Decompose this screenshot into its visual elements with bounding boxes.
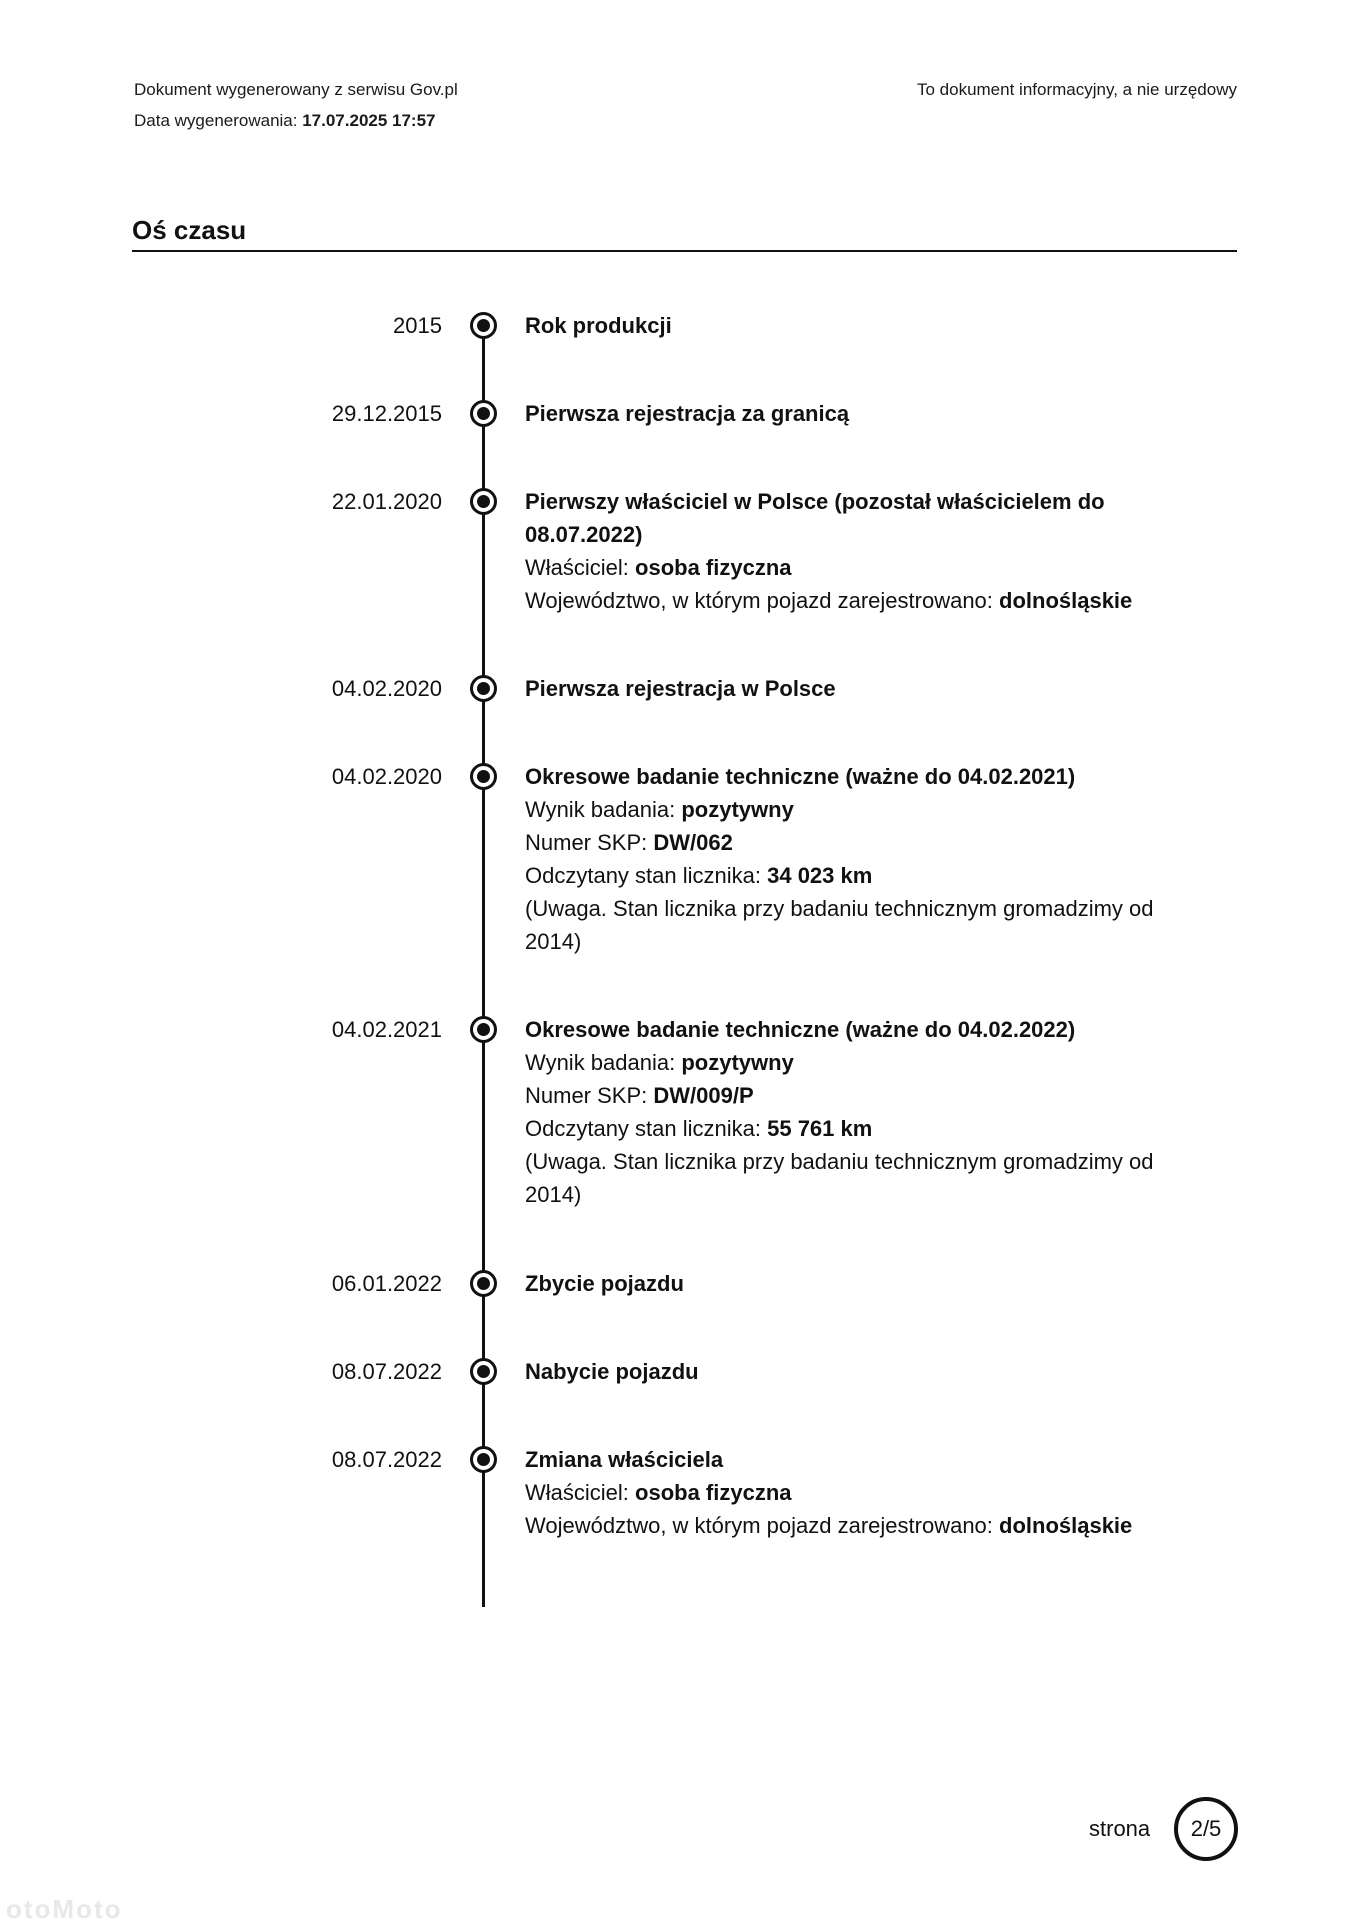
skp-value: DW/062 — [653, 830, 733, 855]
generated-from-text: Dokument wygenerowany z serwisu Gov.pl — [134, 80, 458, 99]
result-label: Wynik badania: — [525, 1050, 682, 1075]
event-title: Pierwsza rejestracja w Polsce — [525, 676, 836, 701]
page-number: 2/5 — [1190, 1816, 1222, 1841]
timeline-marker-icon — [470, 312, 497, 339]
odometer-value: 55 761 km — [767, 1116, 873, 1141]
event-title: Okresowe badanie techniczne (ważne do 04.02.2022) — [525, 1017, 1076, 1042]
timeline-marker-icon — [470, 1016, 497, 1043]
result-detail — [525, 793, 1185, 826]
odometer-label: Odczytany stan licznika: — [525, 863, 768, 888]
owner-label: Właściciel: — [525, 1480, 636, 1505]
section-title: Oś czasu — [132, 215, 247, 245]
page-label: strona — [1089, 1816, 1151, 1841]
voivodeship-detail — [525, 1509, 1185, 1542]
odometer-note: (Uwaga. Stan licznika przy badaniu technicznym gromadzimy od 2014) — [525, 896, 1154, 954]
skp-detail — [525, 826, 1185, 859]
event-body — [525, 309, 1185, 342]
odometer-value: 34 023 km — [767, 863, 873, 888]
event-body — [525, 1355, 1185, 1388]
odometer-label: Odczytany stan licznika: — [525, 1116, 768, 1141]
event-title: Pierwsza rejestracja za granicą — [525, 401, 850, 426]
event-body — [525, 397, 1185, 430]
event-date: 29.12.2015 — [331, 401, 442, 426]
voivodeship-value: dolnośląskie — [999, 1513, 1133, 1538]
event-title: Okresowe badanie techniczne (ważne do 04.02.2021) — [525, 764, 1076, 789]
voivodeship-label: Województwo, w którym pojazd zarejestrowano: — [525, 1513, 1000, 1538]
skp-label: Numer SKP: — [525, 830, 654, 855]
timeline-marker-icon — [470, 1270, 497, 1297]
voivodeship-value: dolnośląskie — [999, 588, 1133, 613]
event-date: 04.02.2020 — [331, 676, 442, 701]
odometer-note: (Uwaga. Stan licznika przy badaniu technicznym gromadzimy od 2014) — [525, 1149, 1154, 1207]
generation-date-value: 17.07.2025 17:57 — [302, 111, 436, 130]
event-body — [525, 672, 1185, 705]
skp-value: DW/009/P — [653, 1083, 754, 1108]
event-title: Zbycie pojazdu — [525, 1271, 684, 1296]
event-body — [525, 485, 1185, 617]
voivodeship-label: Województwo, w którym pojazd zarejestrowano: — [525, 588, 1000, 613]
result-value: pozytywny — [681, 1050, 794, 1075]
owner-label: Właściciel: — [525, 555, 636, 580]
result-label: Wynik badania: — [525, 797, 682, 822]
owner-detail — [525, 551, 1185, 584]
owner-value: osoba fizyczna — [635, 1480, 792, 1505]
timeline-marker-icon — [470, 763, 497, 790]
event-date: 06.01.2022 — [331, 1271, 442, 1296]
section-divider — [132, 250, 1237, 252]
timeline-marker-icon — [470, 1446, 497, 1473]
generation-date — [134, 111, 436, 131]
event-title: Nabycie pojazdu — [525, 1359, 699, 1384]
event-body — [525, 1267, 1185, 1300]
event-date: 04.02.2021 — [331, 1017, 442, 1042]
watermark-logo: otoMoto — [6, 1894, 123, 1924]
skp-detail — [525, 1079, 1185, 1112]
timeline-marker-icon — [470, 675, 497, 702]
event-date: 2015 — [393, 313, 442, 338]
event-title: Zmiana właściciela — [525, 1447, 724, 1472]
generation-date-label: Data wygenerowania: — [134, 111, 303, 130]
event-date: 08.07.2022 — [331, 1359, 442, 1384]
skp-label: Numer SKP: — [525, 1083, 654, 1108]
odometer-detail — [525, 1112, 1185, 1145]
owner-value: osoba fizyczna — [635, 555, 792, 580]
page-number-badge — [1174, 1797, 1238, 1861]
timeline-marker-icon — [470, 400, 497, 427]
timeline-line — [482, 325, 485, 1607]
voivodeship-detail — [525, 584, 1185, 617]
timeline-marker-icon — [470, 488, 497, 515]
event-body — [525, 1443, 1185, 1542]
event-date: 22.01.2020 — [331, 489, 442, 514]
timeline-marker-icon — [470, 1358, 497, 1385]
owner-detail — [525, 1476, 1185, 1509]
event-body — [525, 1013, 1185, 1211]
event-title: Rok produkcji — [525, 313, 672, 338]
event-title: Pierwszy właściciel w Polsce (pozostał właścicielem do 08.07.2022) — [525, 489, 1105, 547]
result-detail — [525, 1046, 1185, 1079]
event-date: 08.07.2022 — [331, 1447, 442, 1472]
result-value: pozytywny — [681, 797, 794, 822]
event-body — [525, 760, 1185, 958]
odometer-detail — [525, 859, 1185, 892]
disclaimer-text: To dokument informacyjny, a nie urzędowy — [916, 80, 1237, 99]
event-date: 04.02.2020 — [331, 764, 442, 789]
